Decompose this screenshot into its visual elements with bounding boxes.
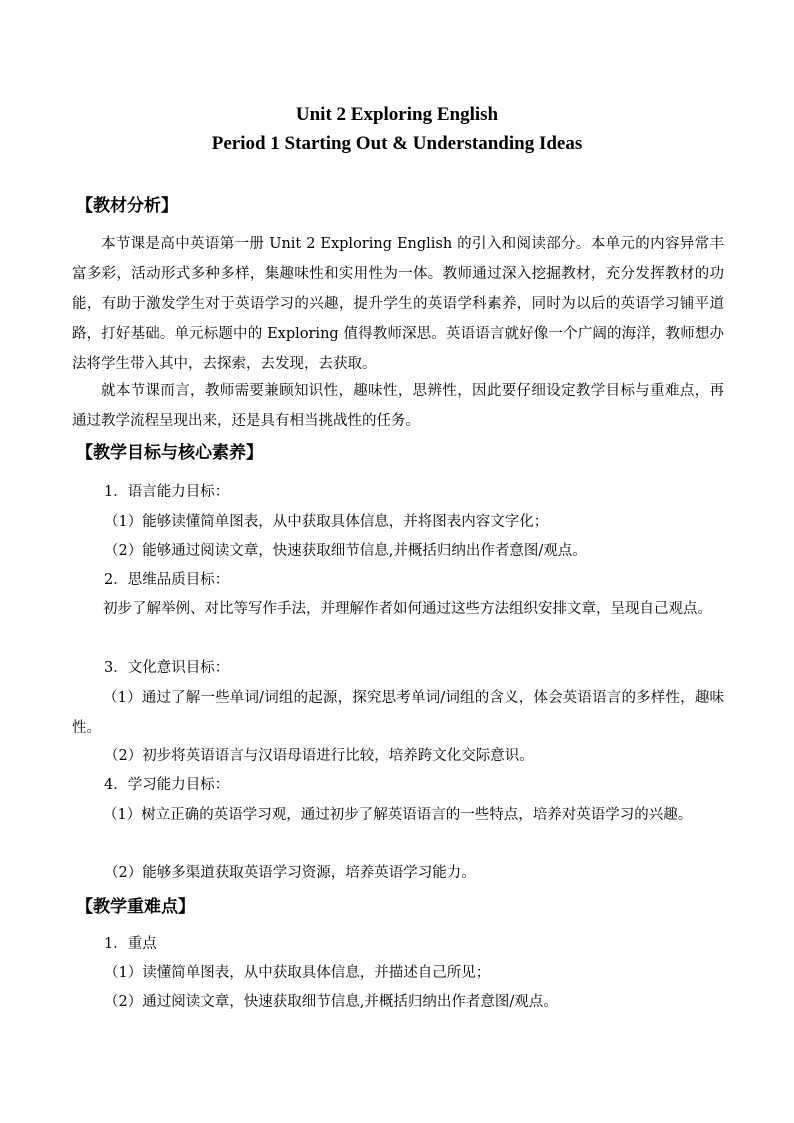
heading-analysis: 【教材分析】 (76, 196, 178, 216)
keypoint-focus: 1．重点 (104, 936, 157, 952)
goal-culture: 3．文化意识目标： (104, 660, 230, 676)
goal-language-item-1: （1）能够读懂简单图表，从中获取具体信息，并将图表内容文字化； (104, 514, 549, 530)
unit-title: Unit 2 Exploring English (295, 104, 499, 125)
goal-culture-item-2: （2）初步将英语语言与汉语母语进行比较，培养跨文化交际意识。 (104, 748, 534, 764)
goal-learning: 4．学习能力目标： (104, 777, 230, 793)
goal-language: 1．语言能力目标： (104, 484, 230, 500)
goal-learning-item-2: （2）能够多渠道获取英语学习资源，培养英语学习能力。 (104, 865, 476, 881)
keypoint-focus-item-1: （1）读懂简单图表，从中获取具体信息，并描述自己所见； (104, 965, 491, 981)
goal-learning-item-1: （1）树立正确的英语学习观，通过初步了解英语语言的一些特点，培养对英语学习的兴趣。 (103, 807, 693, 823)
heading-objectives: 【教学目标与核心素养】 (76, 443, 263, 463)
title-block (0, 100, 794, 158)
analysis-paragraph-1: 本节课是高中英语第一册 Unit 2 Exploring English 的引入和阅读部分。本单元的内容异常丰富多彩，活动形式多种多样，集趣味性和实用性为一体。教师通过深入挖掘教材，充分发挥教材的功能，有助于激发学生对于英语学习的兴趣，提升学生的英语学科素养，同时为以后的英语学习铺平道路，打好基础。单元标题中的 Exploring 值得教师深思。英语语言就好像一个广阔的海洋，教师想办法将学生带入其中，去探索，去发现，去获取。 (72, 236, 724, 372)
keypoint-focus-item-2: （2）通过阅读文章，快速获取细节信息,并概括归纳出作者意图/观点。 (104, 994, 558, 1010)
analysis-paragraph-2: 就本节课而言，教师需要兼顾知识性，趣味性，思辨性，因此要仔细设定教学目标与重难点，再通过教学流程呈现出来，还是具有相当挑战性的任务。 (72, 383, 724, 429)
goal-language-item-2: （2）能够通过阅读文章，快速获取细节信息,并概括归纳出作者意图/观点。 (104, 543, 587, 559)
goal-culture-item-1: （1）通过了解一些单词/词组的起源，探究思考单词/词组的含义，体会英语语言的多样性，趣味性。 (72, 690, 724, 736)
goal-thinking-text: 初步了解举例、对比等写作手法，并理解作者如何通过这些方法组织安排文章，呈现自己观点。 (103, 601, 712, 617)
heading-keypoints: 【教学重难点】 (76, 897, 195, 917)
goal-thinking: 2．思维品质目标： (104, 572, 230, 588)
period-title: Period 1 Starting Out & Understanding Ideas (211, 133, 583, 154)
